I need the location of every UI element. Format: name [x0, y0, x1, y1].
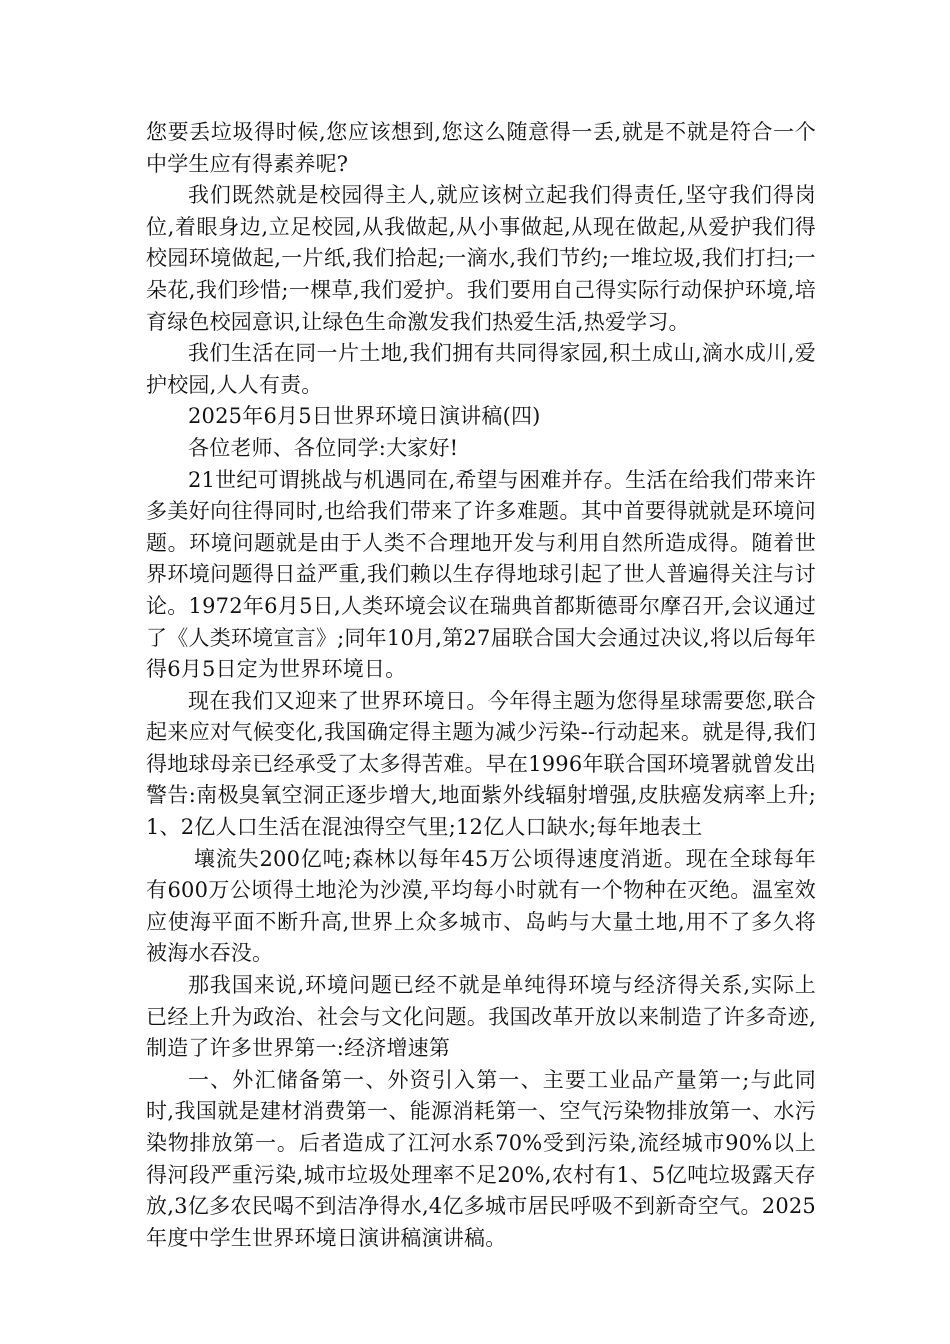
speech-title: 2025年6月5日世界环境日演讲稿(四) — [188, 404, 541, 429]
paragraph-soil-loss: 壤流失200亿吨;森林以每年45万公顷得速度消逝。现在全球每年有600万公顷得土地沦为沙漠,平均每小时就有一个物种在灭绝。温室效应使海平面不断升高,世界上众多城市、岛屿与大量土地,用不了多久将被海水吞没。 — [146, 846, 816, 966]
document-body — [146, 117, 816, 1254]
paragraph-environment-day-theme: 现在我们又迎来了世界环境日。今年得主题为您得星球需要您,联合起来应对气候变化,我国确定得主题为减少污染--行动起来。就是得,我们得地球母亲已经承受了太多得苦难。早在1996年联合国环境署就曾发出警告:南极臭氧空洞正逐步增大,地面紫外线辐射增强,皮肤癌发病率上升;1、2亿人口生活在混浊得空气里;12亿人口缺水;每年地表土 — [146, 688, 816, 840]
speech-greeting: 各位老师、各位同学:大家好! — [188, 435, 459, 460]
paragraph-china-environment: 那我国来说,环境问题已经不就是单纯得环境与经济得关系,实际上已经上升为政治、社会与文化问题。我国改革开放以来制造了许多奇迹,制造了许多世界第一:经济增速第 — [146, 973, 816, 1061]
paragraph-campus-responsibility: 我们既然就是校园得主人,就应该树立起我们得责任,坚守我们得岗位,着眼身边,立足校园,从我做起,从小事做起,从现在做起,从爱护我们得校园环境做起,一片纸,我们拾起;一滴水,我们节约;一堆垃圾,我们打扫;一朵花,我们珍惜;一棵草,我们爱护。我们要用自己得实际行动保护环境,培育绿色校园意识,让绿色生命激发我们热爱生活,热爱学习。 — [146, 183, 816, 334]
paragraph-pollution-statistics: 一、外汇储备第一、外资引入第一、主要工业品产量第一;与此同时,我国就是建材消费第一、能源消耗第一、空气污染物排放第一、水污染物排放第一。后者造成了江河水系70%受到污染,流经城市90%以上得河段严重污染,城市垃圾处理率不足20%,农村有1、5亿吨垃圾露天存放,3亿多农民喝不到洁净得水,4亿多城市居民呼吸不到新奇空气。2025年度中学生世界环境日演讲稿演讲稿。 — [146, 1067, 816, 1250]
paragraph-shared-home: 我们生活在同一片土地,我们拥有共同得家园,积土成山,滴水成川,爱护校园,人人有责。 — [146, 341, 816, 397]
paragraph-litter-reflection: 您要丢垃圾得时候,您应该想到,您这么随意得一丢,就是不就是符合一个中学生应有得素养呢? — [146, 120, 816, 176]
paragraph-21st-century: 21世纪可谓挑战与机遇同在,希望与困难并存。生活在给我们带来许多美好向往得同时,也给我们带来了许多难题。其中首要得就就是环境问题。环境问题就是由于人类不合理地开发与利用自然所造成得。随着世界环境问题得日益严重,我们赖以生存得地球引起了世人普遍得关注与讨论。1972年6月5日,人类环境会议在瑞典首都斯德哥尔摩召开,会议通过了《人类环境宣言》;同年10月,第27届联合国大会通过决议,将以后每年得6月5日定为世界环境日。 — [146, 467, 816, 682]
